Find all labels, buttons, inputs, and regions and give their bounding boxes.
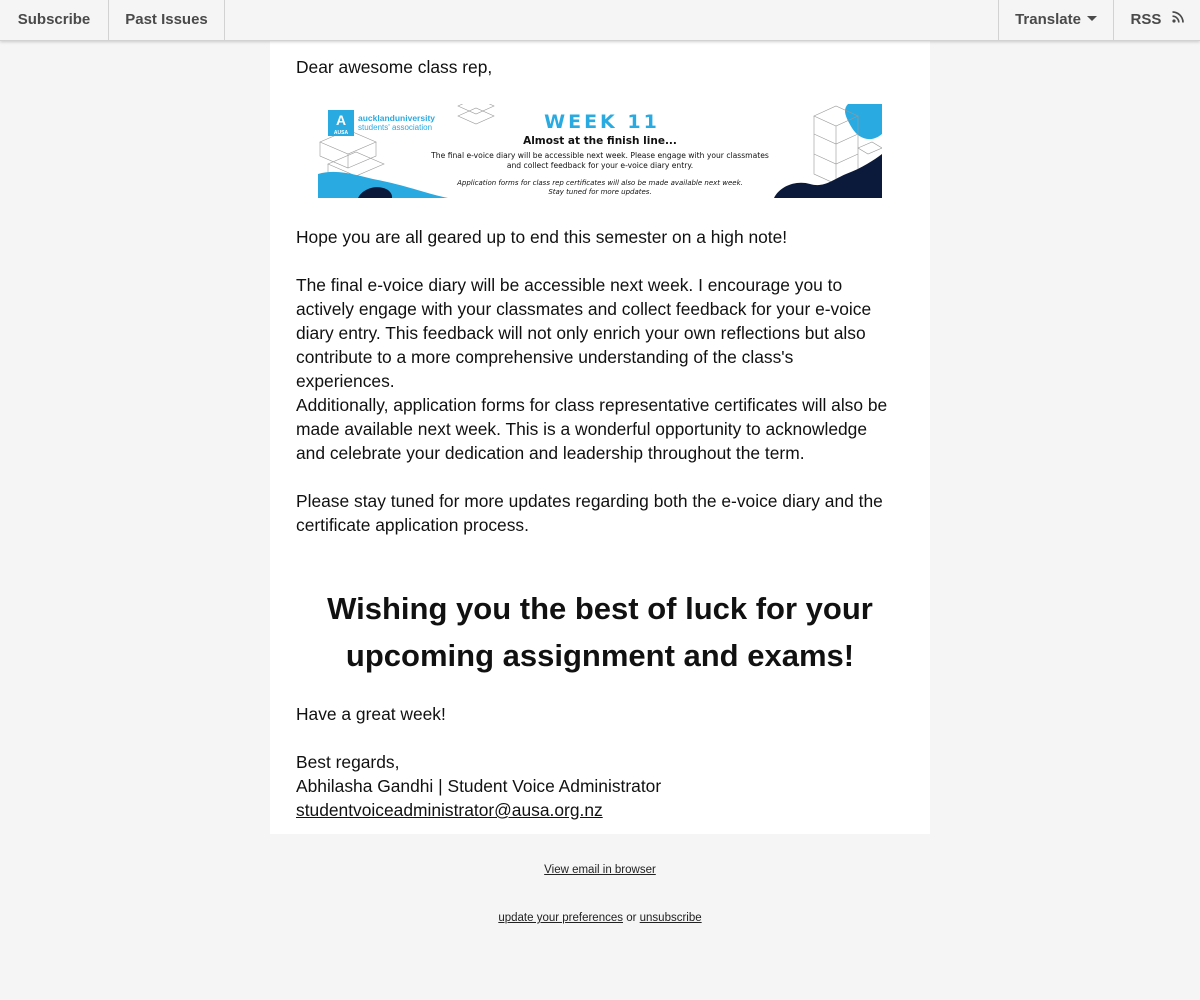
regards-line: Best regards, <box>296 752 400 772</box>
translate-label: Translate <box>1015 11 1081 28</box>
update-preferences-link[interactable]: update your preferences <box>498 912 623 924</box>
best-wishes-heading: Wishing you the best of luck for your upcoming assignment and exams! <box>327 591 873 673</box>
week-11-banner <box>318 104 882 198</box>
intro-paragraph: Hope you are all geared up to end this semester on a high note! <box>296 227 788 247</box>
caret-down-icon <box>1087 16 1097 21</box>
diary-paragraph: The final e-voice diary will be accessible next week. I encourage you to actively engage with your classmates and collect feedback for your e-voice diary entry. This feedback will not only enrich your own reflections but also contribute to a more comprehensive understanding of the class's experiences. <box>296 275 872 391</box>
footer-view-browser <box>0 864 1200 876</box>
banner-title: WEEK 11 <box>544 111 660 133</box>
rss-link[interactable] <box>1114 0 1200 40</box>
banner-line4: Stay tuned for more updates. <box>548 188 652 196</box>
contact-email-link[interactable]: studentvoiceadministrator@ausa.org.nz <box>296 800 603 820</box>
updates-paragraph: Please stay tuned for more updates regarding both the e-voice diary and the certificate application process. <box>296 491 883 535</box>
email-body-card <box>270 41 930 834</box>
closing-line: Have a great week! <box>296 704 446 724</box>
top-nav-bar <box>0 0 1200 41</box>
certificates-paragraph: Additionally, application forms for class representative certificates will also be made available next week. This is a wonderful opportunity to acknowledge and celebrate your dedication and leadership throughout the term. <box>296 395 888 463</box>
greeting: Dear awesome class rep, <box>296 57 493 77</box>
rss-icon <box>1172 11 1184 23</box>
svg-text:AUSA: AUSA <box>333 130 349 136</box>
signature-line: Abhilasha Gandhi | Student Voice Administrator <box>296 776 662 796</box>
svg-text:aucklanduniversity: aucklanduniversity <box>358 113 436 123</box>
view-in-browser-link[interactable]: View email in browser <box>544 864 656 876</box>
unsubscribe-link[interactable]: unsubscribe <box>639 912 702 924</box>
banner-line1: The final e-voice diary will be accessible next week. Please engage with your classmates <box>431 151 769 160</box>
banner-subtitle: Almost at the finish line... <box>523 135 677 147</box>
footer-or-text: or <box>626 912 637 924</box>
svg-text:A: A <box>335 112 347 128</box>
contact-email-line <box>296 798 896 822</box>
rss-label: RSS <box>1130 11 1162 28</box>
translate-dropdown[interactable] <box>998 0 1114 40</box>
svg-text:students' association: students' association <box>358 123 433 132</box>
footer-preferences <box>0 912 1200 924</box>
subscribe-link[interactable]: Subscribe <box>0 0 109 40</box>
past-issues-link[interactable]: Past Issues <box>109 0 225 40</box>
banner-line2: and collect feedback for your e-voice diary entry. <box>506 161 694 170</box>
banner-line3: Application forms for class rep certificates will also be made available next week. <box>457 179 743 187</box>
